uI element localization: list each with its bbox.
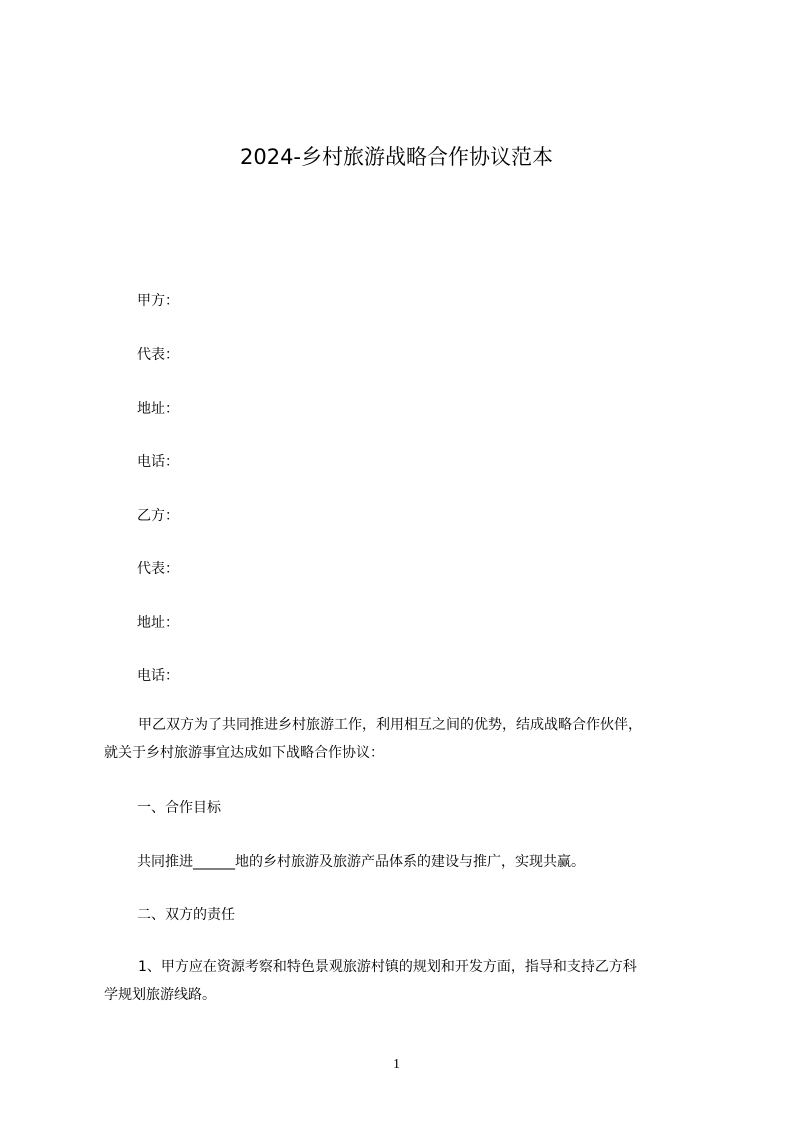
intro-line-2: 就关于乡村旅游事宜达成如下战略合作协议：: [104, 745, 384, 761]
party-b-address-label: 地址：: [137, 615, 179, 631]
party-a-address-label: 地址：: [137, 401, 179, 417]
party-b-label: 乙方：: [137, 508, 179, 524]
intro-line-1: 甲乙双方为了共同推进乡村旅游工作，利用相互之间的优势，结成战略合作伙伴，: [138, 717, 642, 733]
party-a-representative-label: 代表：: [137, 347, 179, 363]
intro-paragraph: [104, 711, 716, 767]
document-title: 2024-乡村旅游战略合作协议范本: [239, 145, 554, 169]
party-b-phone-label: 电话：: [137, 668, 179, 684]
section-1-body: 共同推进______地的乡村旅游及旅游产品体系的建设与推广，实现共赢。: [137, 854, 585, 870]
section-2-item-1-line-1: 1、甲方应在资源考察和特色景观旅游村镇的规划和开发方面，指导和支持乙方科: [138, 959, 637, 975]
section-2-item-1-line-2: 学规划旅游线路。: [104, 987, 216, 1003]
page-number: 1: [393, 1057, 400, 1072]
party-b-representative-label: 代表：: [137, 561, 179, 577]
party-a-label: 甲方：: [137, 293, 179, 309]
section-2-item-1: [104, 953, 716, 1009]
section-2-heading: 二、双方的责任: [137, 907, 235, 923]
party-a-phone-label: 电话：: [137, 454, 179, 470]
section-1-heading: 一、合作目标: [137, 800, 221, 816]
